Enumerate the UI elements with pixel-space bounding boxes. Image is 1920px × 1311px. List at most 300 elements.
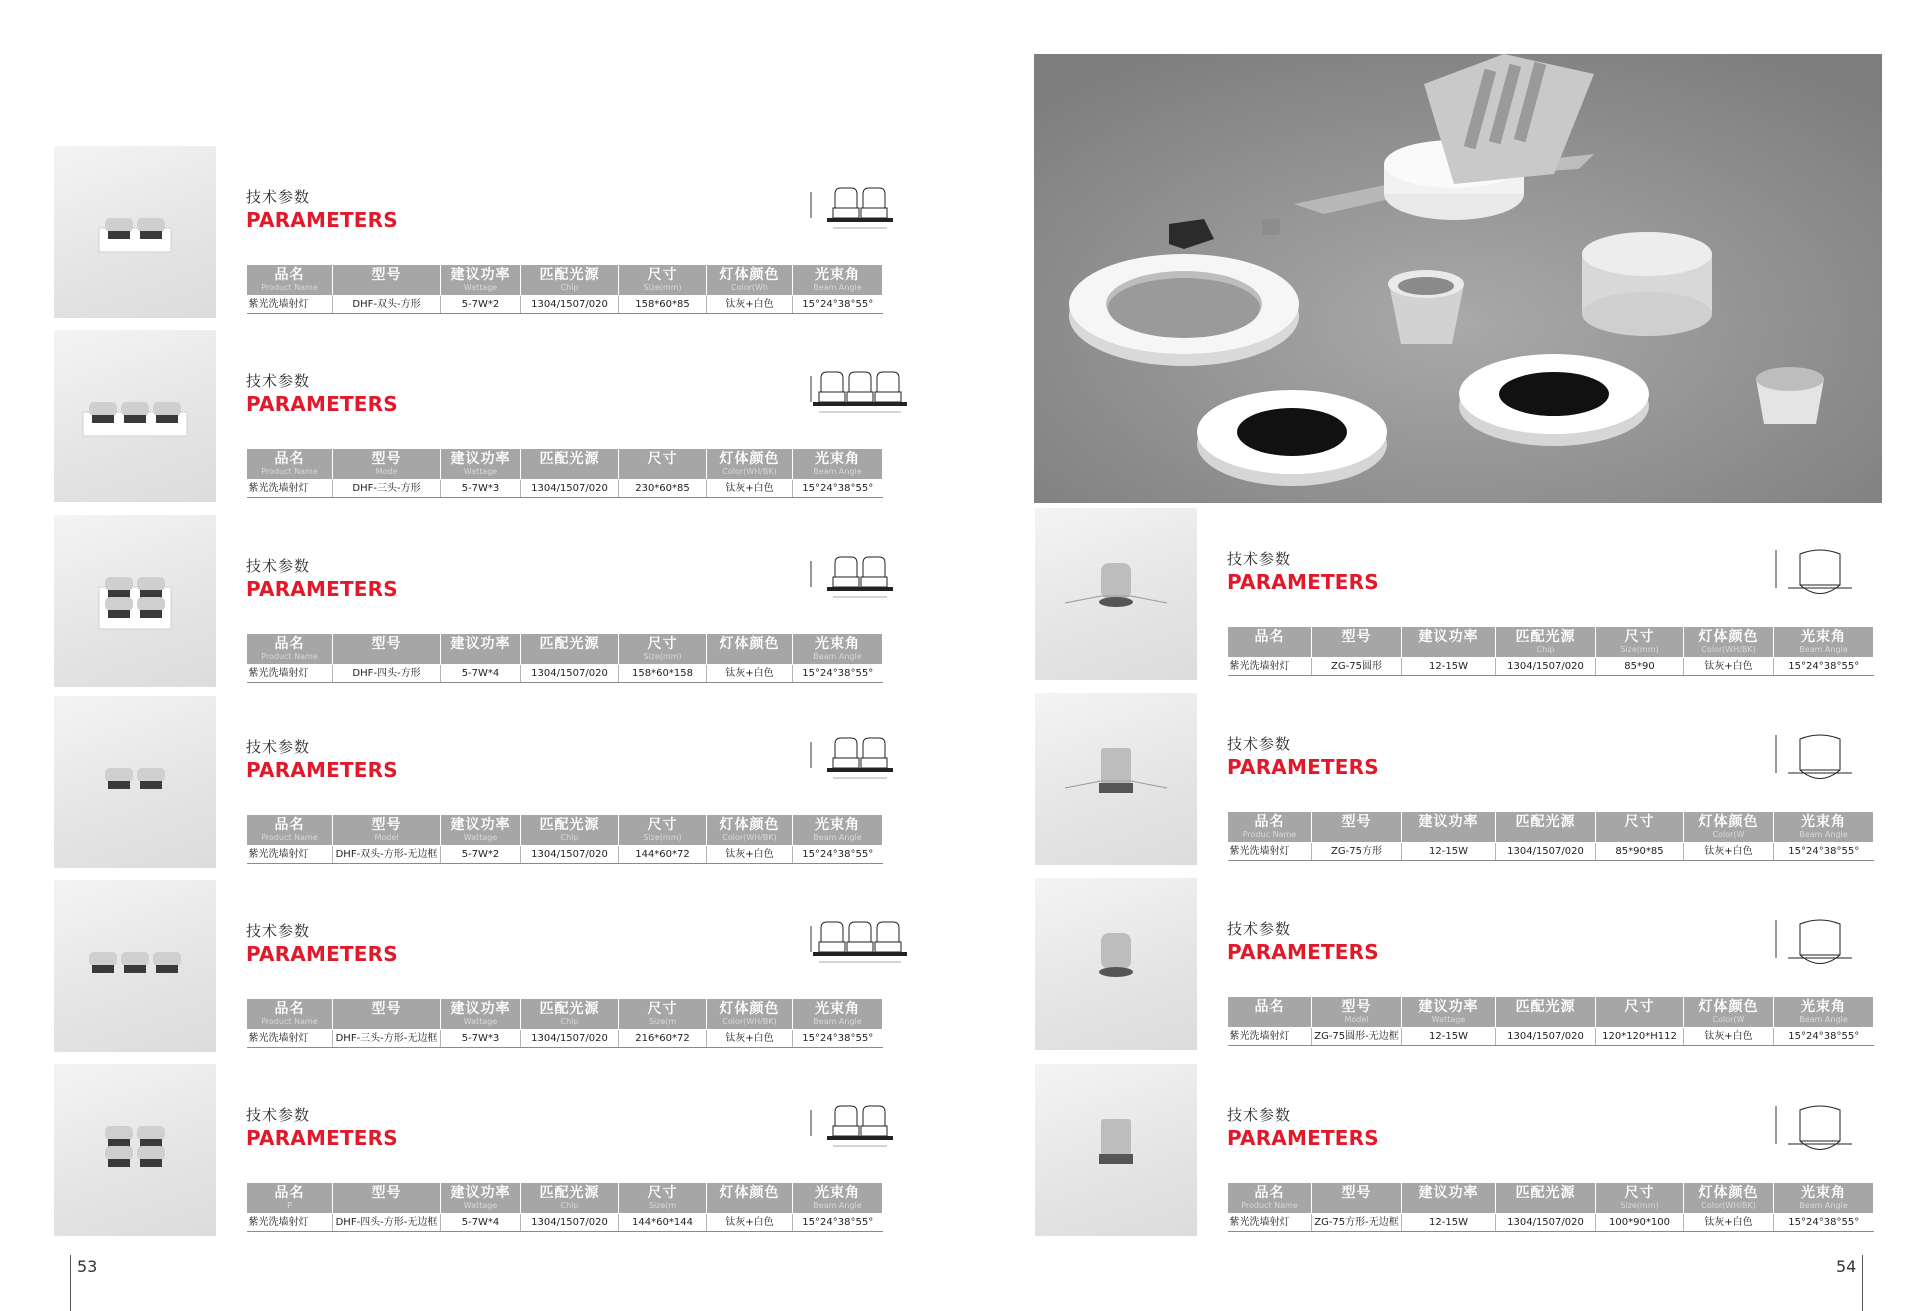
header-cn: 光束角 — [815, 1001, 860, 1017]
header-cn: 光束角 — [815, 267, 860, 283]
spec-header-cell — [793, 265, 883, 296]
spec-header-cell — [333, 634, 441, 665]
spec-header-cell — [247, 815, 333, 846]
spec-value-cell: 1304/1507/020 — [521, 296, 619, 314]
spec-value-cell: 1304/1507/020 — [521, 1030, 619, 1048]
spec-header-cell — [707, 449, 793, 480]
header-en: Beam Angle — [1799, 1201, 1848, 1210]
spec-value-cell: 钛灰+白色 — [1684, 1028, 1774, 1046]
spec-value-cell: 钛灰+白色 — [707, 1214, 793, 1232]
section-title-cn: 技术参数 — [246, 372, 311, 390]
header-cn: 光束角 — [815, 451, 860, 467]
header-cn: 匹配光源 — [539, 817, 600, 833]
spec-value-cell: 1304/1507/020 — [521, 1214, 619, 1232]
product-thumbnail — [54, 330, 216, 502]
spec-header-cell — [1774, 627, 1874, 658]
spec-value-cell: ZG-75圆形-无边框 — [1312, 1028, 1402, 1046]
spec-value-cell: ZG-75圆形 — [1312, 658, 1402, 676]
header-en: Chip — [560, 1017, 579, 1026]
spec-value-row — [1228, 1214, 1874, 1232]
spec-value-row — [247, 846, 883, 864]
header-cn: 尺寸 — [647, 636, 678, 652]
spec-value-cell: ZG-75方形 — [1312, 843, 1402, 861]
spec-table — [246, 1182, 883, 1232]
spec-value-cell: DHF-四头-方形-无边框 — [333, 1214, 441, 1232]
header-cn: 尺寸 — [647, 451, 678, 467]
spec-header-cell — [1684, 812, 1774, 843]
spec-header-cell — [1596, 1183, 1684, 1214]
header-cn: 尺寸 — [647, 1185, 678, 1201]
spec-header-cell — [707, 999, 793, 1030]
spec-header-cell — [1684, 1183, 1774, 1214]
header-cn: 灯体颜色 — [719, 817, 780, 833]
spec-header-cell — [793, 634, 883, 665]
section-title-cn: 技术参数 — [246, 738, 311, 756]
header-cn: 建议功率 — [1418, 629, 1479, 645]
spec-value-cell: 15°24°38°55° — [793, 846, 883, 864]
spec-value-cell: 钛灰+白色 — [707, 1030, 793, 1048]
dimension-drawing — [805, 1096, 915, 1172]
header-cn: 灯体颜色 — [1698, 1185, 1759, 1201]
header-cn: 尺寸 — [1624, 629, 1655, 645]
product-thumbnail — [1035, 508, 1197, 680]
header-cn: 尺寸 — [1624, 814, 1655, 830]
header-cn: 型号 — [371, 817, 402, 833]
header-cn: 匹配光源 — [1515, 629, 1576, 645]
header-en: Chip — [1536, 645, 1555, 654]
spec-value-cell: 紫光洗墙射灯 — [247, 1214, 333, 1232]
header-cn: 尺寸 — [647, 267, 678, 283]
spec-header-cell — [1684, 997, 1774, 1028]
spec-header-cell — [619, 815, 707, 846]
spec-value-cell: 12-15W — [1402, 658, 1496, 676]
header-cn: 品名 — [1254, 1185, 1285, 1201]
header-en: Beam Angle — [813, 833, 862, 842]
header-en: Color(W — [1712, 830, 1745, 839]
spec-header-row — [1228, 627, 1874, 658]
section-title-cn: 技术参数 — [246, 557, 311, 575]
header-en: Color(WH/BK) — [722, 1017, 777, 1026]
header-cn: 型号 — [371, 267, 402, 283]
spec-header-cell — [1774, 1183, 1874, 1214]
page-number-rule-left — [70, 1255, 71, 1311]
product-image — [1035, 878, 1197, 1050]
spec-header-cell — [441, 265, 521, 296]
product-image — [54, 880, 216, 1052]
header-cn: 建议功率 — [1418, 999, 1479, 1015]
spec-value-cell: DHF-四头-方形 — [333, 665, 441, 683]
spec-value-cell: 1304/1507/020 — [1496, 658, 1596, 676]
dimension-drawing — [1770, 725, 1862, 809]
spec-value-cell: 1304/1507/020 — [1496, 1214, 1596, 1232]
header-cn: 光束角 — [815, 1185, 860, 1201]
spec-header-cell — [619, 449, 707, 480]
section-title-en: PARAMETERS — [246, 392, 398, 416]
header-en: Wattage — [463, 1017, 498, 1026]
spec-header-row — [1228, 1183, 1874, 1214]
header-en: Color(WH/BK) — [1701, 1201, 1756, 1210]
spec-header-cell — [1496, 812, 1596, 843]
spec-value-cell: 钛灰+白色 — [1684, 658, 1774, 676]
spec-header-cell — [521, 449, 619, 480]
spec-header-cell — [1596, 997, 1684, 1028]
header-en: Size(mm) — [1620, 645, 1659, 654]
spec-header-cell — [247, 634, 333, 665]
spec-header-cell — [247, 999, 333, 1030]
header-cn: 匹配光源 — [1515, 814, 1576, 830]
header-cn: 品名 — [1254, 814, 1285, 830]
spec-header-cell — [441, 449, 521, 480]
spec-value-cell: 5-7W*2 — [441, 846, 521, 864]
spec-value-cell: 12-15W — [1402, 843, 1496, 861]
spec-header-row — [247, 449, 883, 480]
product-image — [1035, 693, 1197, 865]
spec-value-cell: 紫光洗墙射灯 — [247, 296, 333, 314]
spec-value-cell: 1304/1507/020 — [521, 846, 619, 864]
spec-value-cell: 紫光洗墙射灯 — [1228, 1028, 1312, 1046]
spec-table — [246, 814, 883, 864]
spec-value-cell: 15°24°38°55° — [1774, 843, 1874, 861]
header-cn: 品名 — [274, 636, 305, 652]
spec-header-cell — [247, 449, 333, 480]
spec-header-cell — [707, 815, 793, 846]
spec-value-cell: 15°24°38°55° — [1774, 658, 1874, 676]
spec-header-cell — [521, 815, 619, 846]
header-en: Mode — [375, 467, 398, 476]
spec-table — [246, 264, 883, 314]
spec-header-row — [247, 815, 883, 846]
spec-header-cell — [521, 265, 619, 296]
spec-table — [1227, 1182, 1874, 1232]
header-cn: 建议功率 — [450, 1185, 511, 1201]
spec-header-cell — [441, 634, 521, 665]
product-thumbnail — [1035, 693, 1197, 865]
spec-value-cell: 15°24°38°55° — [793, 296, 883, 314]
header-cn: 品名 — [274, 267, 305, 283]
section-title-cn: 技术参数 — [246, 1106, 311, 1124]
header-cn: 品名 — [274, 1185, 305, 1201]
spec-header-cell — [707, 634, 793, 665]
product-thumbnail — [54, 880, 216, 1052]
spec-value-cell: 230*60*85 — [619, 480, 707, 498]
spec-header-cell — [1402, 812, 1496, 843]
spec-value-row — [1228, 843, 1874, 861]
product-image — [54, 696, 216, 868]
spec-header-cell — [1496, 997, 1596, 1028]
header-en: Produc Name — [1242, 830, 1297, 839]
header-en: Color(W — [1712, 1015, 1745, 1024]
header-cn: 灯体颜色 — [719, 636, 780, 652]
product-image — [1035, 508, 1197, 680]
spec-header-cell — [521, 634, 619, 665]
header-cn: 光束角 — [815, 817, 860, 833]
spec-header-cell — [793, 1183, 883, 1214]
dimension-drawing — [805, 362, 915, 438]
product-image — [54, 1064, 216, 1236]
header-cn: 型号 — [1341, 814, 1372, 830]
spec-header-cell — [1228, 627, 1312, 658]
header-en: Model — [374, 833, 399, 842]
spec-value-cell: 216*60*72 — [619, 1030, 707, 1048]
spec-value-cell: 钛灰+白色 — [707, 846, 793, 864]
header-en: P — [287, 1201, 292, 1210]
section-title-en: PARAMETERS — [246, 1126, 398, 1150]
header-en: Chip — [560, 283, 579, 292]
header-cn: 光束角 — [1801, 1185, 1846, 1201]
spec-header-cell — [1228, 812, 1312, 843]
header-en: Product Name — [261, 652, 318, 661]
spec-value-cell: 5-7W*4 — [441, 1214, 521, 1232]
header-cn: 品名 — [274, 451, 305, 467]
spec-header-cell — [1402, 1183, 1496, 1214]
header-en: Wattage — [463, 833, 498, 842]
product-image — [54, 330, 216, 502]
spec-value-cell: 1304/1507/020 — [521, 665, 619, 683]
header-cn: 品名 — [1254, 629, 1285, 645]
spec-header-cell — [619, 1183, 707, 1214]
header-cn: 灯体颜色 — [1698, 629, 1759, 645]
header-cn: 建议功率 — [450, 817, 511, 833]
spec-header-cell — [1496, 1183, 1596, 1214]
header-en: Beam Angle — [813, 283, 862, 292]
spec-value-cell: 5-7W*3 — [441, 1030, 521, 1048]
spec-value-cell: 紫光洗墙射灯 — [1228, 658, 1312, 676]
spec-header-cell — [793, 815, 883, 846]
spec-value-cell: 12-15W — [1402, 1028, 1496, 1046]
spec-value-row — [247, 480, 883, 498]
section-title-en: PARAMETERS — [1227, 1126, 1379, 1150]
header-cn: 匹配光源 — [539, 1185, 600, 1201]
header-cn: 建议功率 — [450, 1001, 511, 1017]
header-en: Size(m — [648, 1201, 677, 1210]
spec-header-cell — [247, 265, 333, 296]
spec-header-cell — [1774, 812, 1874, 843]
header-en: Product Name — [1241, 1201, 1298, 1210]
spec-header-cell — [333, 815, 441, 846]
spec-value-cell: 144*60*72 — [619, 846, 707, 864]
spec-value-cell: 15°24°38°55° — [793, 665, 883, 683]
section-title-cn: 技术参数 — [246, 188, 311, 206]
page-number-rule-right — [1862, 1255, 1863, 1311]
header-cn: 匹配光源 — [539, 267, 600, 283]
header-en: Product Name — [261, 1017, 318, 1026]
header-en: Color(Wh — [731, 283, 768, 292]
spec-value-cell: 144*60*144 — [619, 1214, 707, 1232]
section-title-cn: 技术参数 — [1227, 920, 1292, 938]
spec-header-cell — [1496, 627, 1596, 658]
spec-header-cell — [1596, 812, 1684, 843]
header-en: Product Name — [261, 467, 318, 476]
spec-header-row — [1228, 997, 1874, 1028]
section-title-cn: 技术参数 — [246, 922, 311, 940]
spec-value-cell: 钛灰+白色 — [707, 296, 793, 314]
spec-value-row — [247, 665, 883, 683]
spec-header-row — [247, 634, 883, 665]
header-cn: 建议功率 — [450, 267, 511, 283]
header-cn: 灯体颜色 — [719, 451, 780, 467]
header-cn: 型号 — [1341, 629, 1372, 645]
spec-value-cell: 15°24°38°55° — [793, 480, 883, 498]
spec-value-cell: 紫光洗墙射灯 — [247, 846, 333, 864]
header-cn: 品名 — [1254, 999, 1285, 1015]
spec-header-cell — [333, 999, 441, 1030]
header-cn: 灯体颜色 — [719, 1185, 780, 1201]
spec-value-cell: 紫光洗墙射灯 — [1228, 1214, 1312, 1232]
spec-value-row — [1228, 658, 1874, 676]
header-cn: 型号 — [371, 451, 402, 467]
spec-value-cell: 5-7W*3 — [441, 480, 521, 498]
header-cn: 匹配光源 — [1515, 999, 1576, 1015]
header-cn: 建议功率 — [1418, 1185, 1479, 1201]
header-en: Color(WH/BK) — [722, 833, 777, 842]
product-thumbnail — [54, 1064, 216, 1236]
spec-header-row — [247, 999, 883, 1030]
header-en: Wattage — [463, 467, 498, 476]
header-cn: 尺寸 — [647, 817, 678, 833]
spec-value-cell: DHF-双头-方形 — [333, 296, 441, 314]
spec-table — [246, 448, 883, 498]
spec-value-cell: 钛灰+白色 — [707, 480, 793, 498]
header-en: Wattage — [463, 283, 498, 292]
header-cn: 型号 — [371, 636, 402, 652]
product-thumbnail — [1035, 1064, 1197, 1236]
header-cn: 型号 — [371, 1001, 402, 1017]
spec-table — [1227, 811, 1874, 861]
spec-header-cell — [1312, 812, 1402, 843]
header-cn: 灯体颜色 — [719, 1001, 780, 1017]
dimension-drawing — [1770, 540, 1862, 624]
spec-value-cell: 紫光洗墙射灯 — [247, 480, 333, 498]
header-cn: 型号 — [1341, 1185, 1372, 1201]
spec-header-row — [247, 1183, 883, 1214]
spec-value-cell: 钛灰+白色 — [1684, 843, 1774, 861]
section-title-en: PARAMETERS — [246, 577, 398, 601]
spec-header-row — [247, 265, 883, 296]
header-en: Size(mm) — [643, 283, 682, 292]
spec-header-cell — [1228, 1183, 1312, 1214]
spec-value-cell: 15°24°38°55° — [1774, 1214, 1874, 1232]
spec-value-row — [247, 1030, 883, 1048]
header-en: Beam Angle — [1799, 645, 1848, 654]
header-cn: 建议功率 — [1418, 814, 1479, 830]
section-title-cn: 技术参数 — [1227, 1106, 1292, 1124]
header-cn: 灯体颜色 — [1698, 814, 1759, 830]
spec-value-cell: 1304/1507/020 — [521, 480, 619, 498]
header-cn: 尺寸 — [1624, 1185, 1655, 1201]
spec-header-cell — [441, 815, 521, 846]
spec-value-cell: 158*60*158 — [619, 665, 707, 683]
spec-value-cell: DHF-双头-方形-无边框 — [333, 846, 441, 864]
header-en: Size(mm) — [1620, 1201, 1659, 1210]
spec-value-cell: 15°24°38°55° — [793, 1030, 883, 1048]
header-cn: 型号 — [1341, 999, 1372, 1015]
header-cn: 匹配光源 — [539, 451, 600, 467]
dimension-drawing — [805, 178, 915, 254]
header-cn: 尺寸 — [647, 1001, 678, 1017]
header-en: Color(WH/BK) — [1701, 645, 1756, 654]
spec-table — [1227, 996, 1874, 1046]
spec-value-cell: ZG-75方形-无边框 — [1312, 1214, 1402, 1232]
spec-header-cell — [333, 1183, 441, 1214]
section-title-en: PARAMETERS — [246, 942, 398, 966]
spec-value-cell: 紫光洗墙射灯 — [1228, 843, 1312, 861]
spec-header-cell — [441, 999, 521, 1030]
header-en: Model — [1344, 1015, 1369, 1024]
spec-header-cell — [1684, 627, 1774, 658]
spec-header-cell — [1312, 1183, 1402, 1214]
header-cn: 建议功率 — [450, 451, 511, 467]
header-cn: 尺寸 — [1624, 999, 1655, 1015]
section-title-en: PARAMETERS — [1227, 940, 1379, 964]
spec-value-row — [247, 296, 883, 314]
spec-header-cell — [521, 999, 619, 1030]
header-en: Chip — [560, 833, 579, 842]
spec-value-cell: DHF-三头-方形-无边框 — [333, 1030, 441, 1048]
header-cn: 建议功率 — [450, 636, 511, 652]
section-title-en: PARAMETERS — [1227, 755, 1379, 779]
header-en: Size(m — [648, 1017, 677, 1026]
spec-table — [1227, 626, 1874, 676]
spec-value-cell: 5-7W*2 — [441, 296, 521, 314]
spec-header-cell — [1312, 997, 1402, 1028]
spec-value-cell: 紫光洗墙射灯 — [247, 665, 333, 683]
header-cn: 光束角 — [1801, 814, 1846, 830]
spec-header-cell — [441, 1183, 521, 1214]
header-cn: 匹配光源 — [539, 636, 600, 652]
spec-header-cell — [1228, 997, 1312, 1028]
section-title-cn: 技术参数 — [1227, 550, 1292, 568]
header-cn: 光束角 — [1801, 999, 1846, 1015]
header-cn: 匹配光源 — [1515, 1185, 1576, 1201]
spec-value-cell: 120*120*H112 — [1596, 1028, 1684, 1046]
spec-value-cell: 钛灰+白色 — [707, 665, 793, 683]
header-en: Beam Angle — [813, 1017, 862, 1026]
spec-header-cell — [1402, 997, 1496, 1028]
header-cn: 型号 — [371, 1185, 402, 1201]
dimension-drawing — [805, 912, 915, 988]
spec-value-cell: 100*90*100 — [1596, 1214, 1684, 1232]
header-en: Product Name — [261, 833, 318, 842]
header-cn: 灯体颜色 — [719, 267, 780, 283]
section-title-en: PARAMETERS — [1227, 570, 1379, 594]
spec-header-cell — [619, 265, 707, 296]
header-en: Beam Angle — [813, 1201, 862, 1210]
spec-header-cell — [247, 1183, 333, 1214]
header-cn: 光束角 — [1801, 629, 1846, 645]
spec-value-cell: 1304/1507/020 — [1496, 843, 1596, 861]
header-en: Color(WH/BK) — [722, 467, 777, 476]
spec-header-cell — [521, 1183, 619, 1214]
product-thumbnail — [54, 515, 216, 687]
spec-header-cell — [333, 449, 441, 480]
header-cn: 品名 — [274, 817, 305, 833]
section-title-cn: 技术参数 — [1227, 735, 1292, 753]
header-en: Beam Angle — [1799, 1015, 1848, 1024]
product-image — [54, 515, 216, 687]
spec-header-cell — [1774, 997, 1874, 1028]
spec-header-cell — [333, 265, 441, 296]
spec-header-row — [1228, 812, 1874, 843]
section-title-en: PARAMETERS — [246, 758, 398, 782]
spec-value-cell: 85*90 — [1596, 658, 1684, 676]
spec-header-cell — [1402, 627, 1496, 658]
spec-value-cell: 紫光洗墙射灯 — [247, 1030, 333, 1048]
dimension-drawing — [1770, 1096, 1862, 1180]
header-en: Beam Angle — [813, 467, 862, 476]
header-cn: 光束角 — [815, 636, 860, 652]
header-en: Beam Angle — [1799, 830, 1848, 839]
spec-header-cell — [707, 265, 793, 296]
